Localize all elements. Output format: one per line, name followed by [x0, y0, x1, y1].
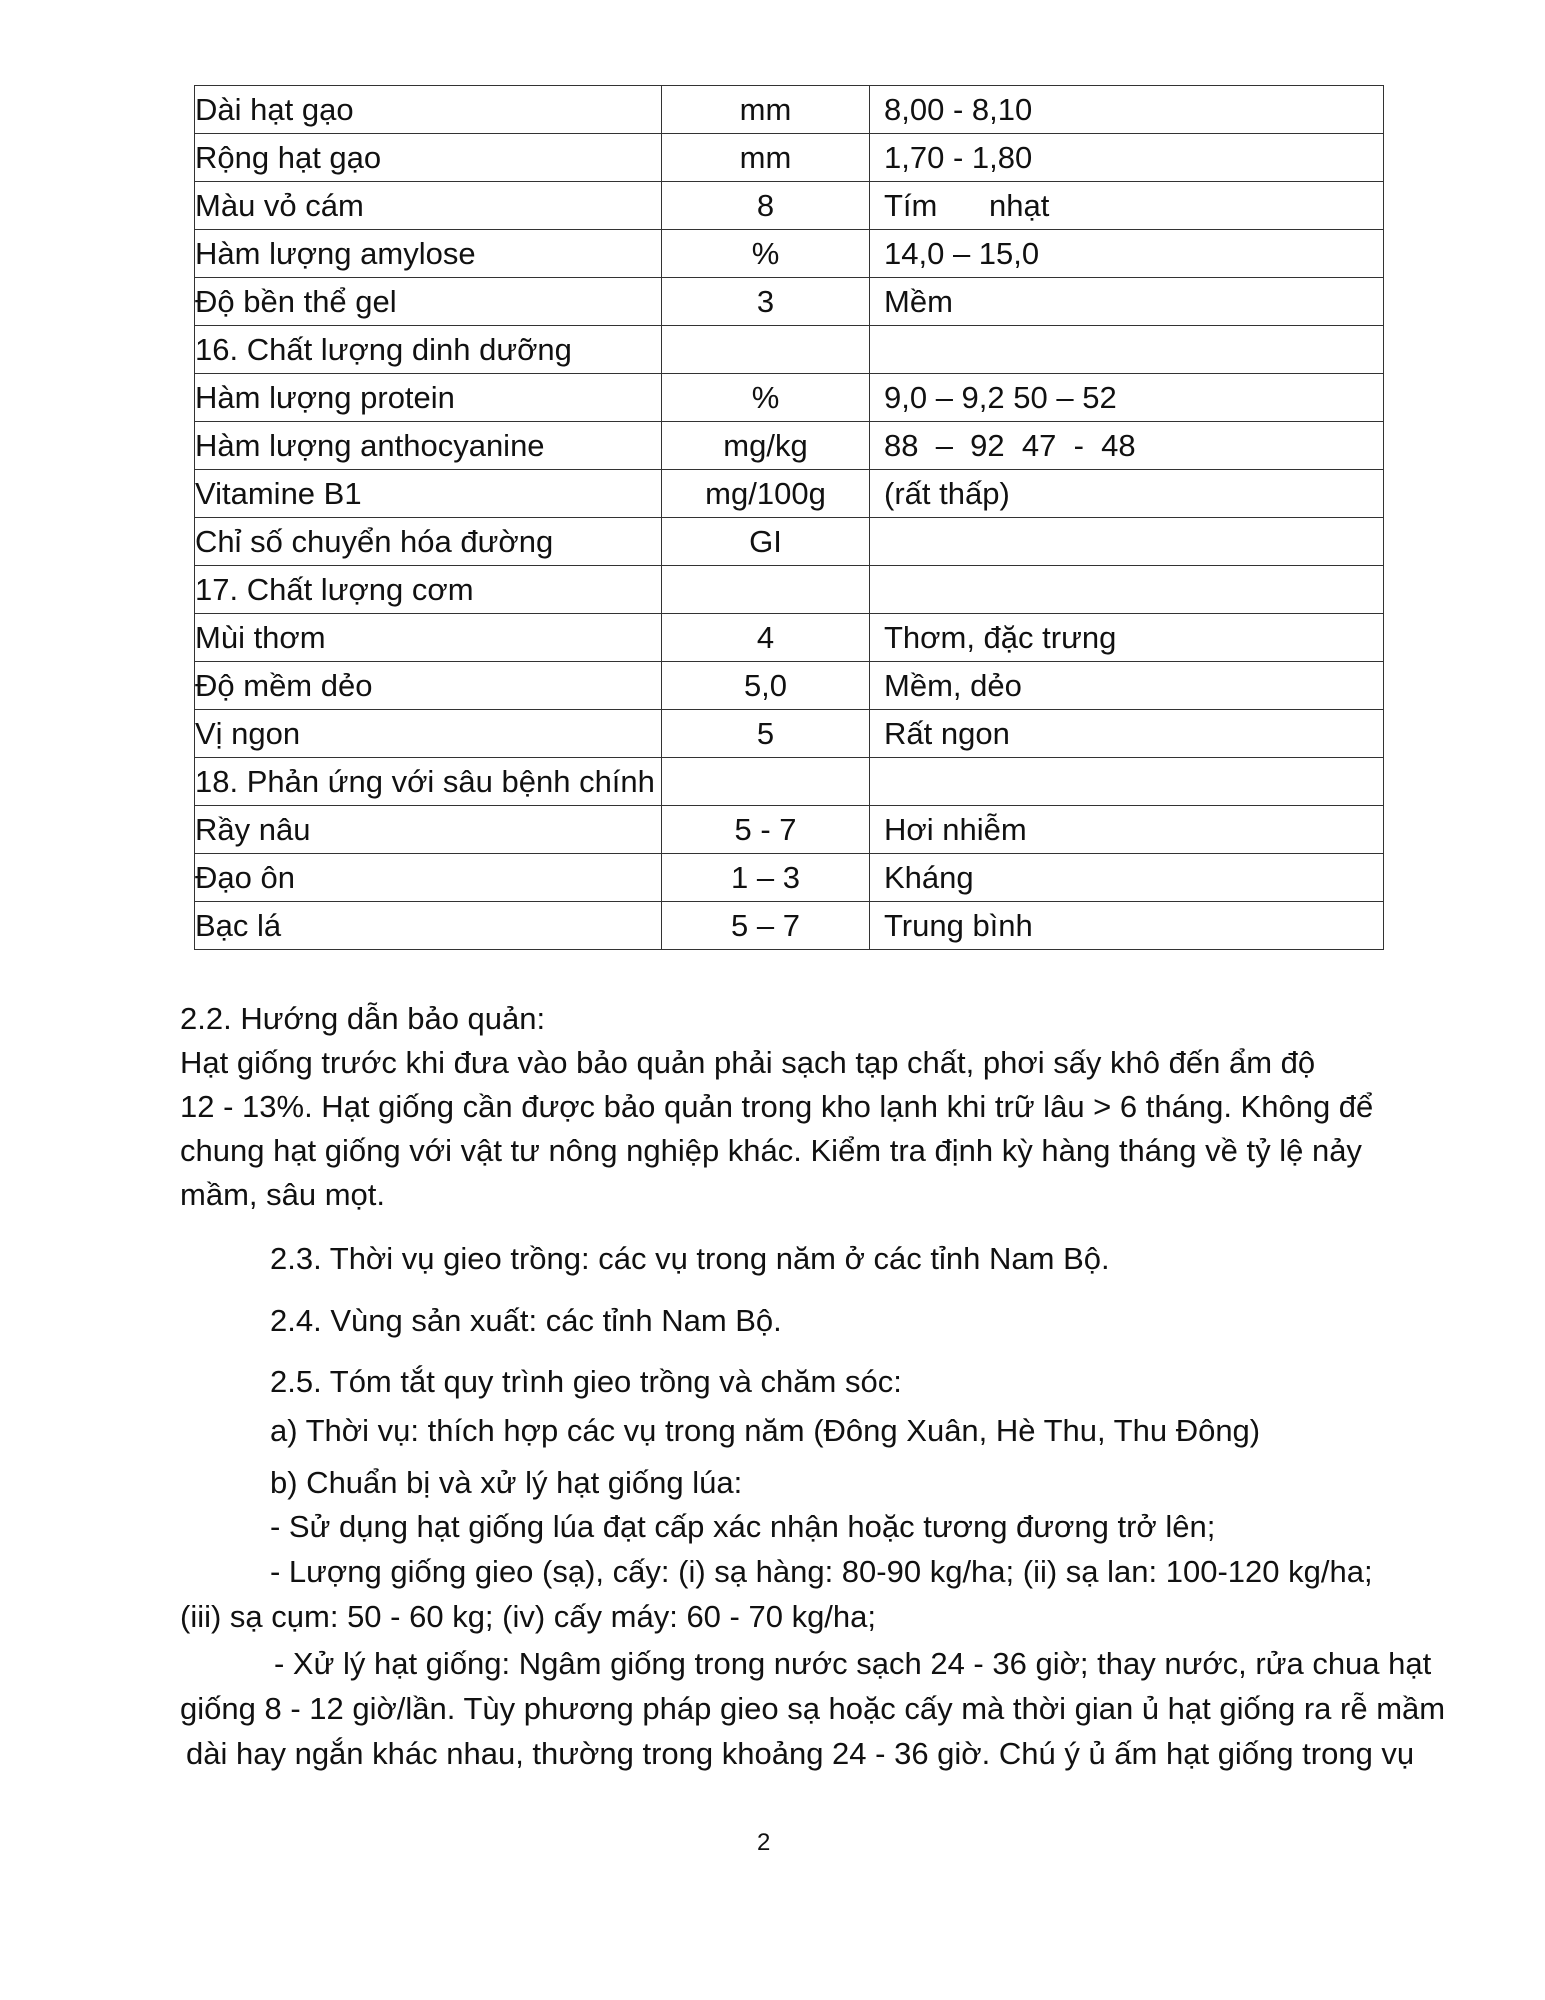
criterion-cell: Vị ngon: [195, 710, 662, 758]
spec-table-body: [195, 86, 1384, 950]
criterion-cell: Chỉ số chuyển hóa đường: [195, 518, 662, 566]
page-number: 2: [757, 1829, 771, 1856]
body-line: 2.5. Tóm tắt quy trình gieo trồng và chăm sóc:: [270, 1364, 902, 1399]
value-cell: Rất ngon: [870, 710, 1384, 758]
unit-cell: 5 – 7: [662, 902, 870, 950]
value-cell: [870, 566, 1384, 614]
table-row: [195, 86, 1384, 134]
value-cell: (rất thấp): [870, 470, 1384, 518]
body-line: dài hay ngắn khác nhau, thường trong khoảng 24 - 36 giờ. Chú ý ủ ấm hạt giống trong vụ: [186, 1736, 1415, 1771]
criterion-cell: Bạc lá: [195, 902, 662, 950]
value-cell: 9,0 – 9,2 50 – 52: [870, 374, 1384, 422]
body-line: giống 8 - 12 giờ/lần. Tùy phương pháp gieo sạ hoặc cấy mà thời gian ủ hạt giống ra rễ mầm: [180, 1691, 1446, 1726]
value-cell: Trung bình: [870, 902, 1384, 950]
unit-cell: [662, 758, 870, 806]
unit-cell: 3: [662, 278, 870, 326]
unit-cell: %: [662, 374, 870, 422]
criterion-cell: Dài hạt gạo: [195, 86, 662, 134]
body-line: a) Thời vụ: thích hợp các vụ trong năm (Đông Xuân, Hè Thu, Thu Đông): [270, 1413, 1261, 1448]
value-cell: 14,0 – 15,0: [870, 230, 1384, 278]
criterion-cell: Màu vỏ cám: [195, 182, 662, 230]
unit-cell: [662, 326, 870, 374]
unit-cell: mm: [662, 134, 870, 182]
unit-cell: mm: [662, 86, 870, 134]
criterion-cell: Vitamine B1: [195, 470, 662, 518]
body-line: 12 - 13%. Hạt giống cần được bảo quản trong kho lạnh khi trữ lâu > 6 tháng. Không để: [180, 1089, 1374, 1124]
criterion-cell: Mùi thơm: [195, 614, 662, 662]
unit-cell: 5 - 7: [662, 806, 870, 854]
unit-cell: [662, 566, 870, 614]
table-row: [195, 854, 1384, 902]
section-heading-cell: 18. Phản ứng với sâu bệnh chính: [195, 758, 662, 806]
table-row: [195, 806, 1384, 854]
table-row: [195, 230, 1384, 278]
table-row: [195, 422, 1384, 470]
body-line: 2.3. Thời vụ gieo trồng: các vụ trong năm ở các tỉnh Nam Bộ.: [270, 1241, 1110, 1276]
section-row: [195, 566, 1384, 614]
value-cell: 88 – 92 47 - 48: [870, 422, 1384, 470]
value-cell: Mềm: [870, 278, 1384, 326]
body-line: Hạt giống trước khi đưa vào bảo quản phải sạch tạp chất, phơi sấy khô đến ẩm độ: [180, 1045, 1316, 1080]
criterion-cell: Rộng hạt gạo: [195, 134, 662, 182]
body-line: chung hạt giống với vật tư nông nghiệp khác. Kiểm tra định kỳ hàng tháng về tỷ lệ nảy: [180, 1133, 1362, 1168]
body-line: - Sử dụng hạt giống lúa đạt cấp xác nhận hoặc tương đương trở lên;: [270, 1509, 1216, 1544]
unit-cell: %: [662, 230, 870, 278]
value-cell: 1,70 - 1,80: [870, 134, 1384, 182]
table-row: [195, 902, 1384, 950]
value-cell: [870, 326, 1384, 374]
criterion-cell: Hàm lượng anthocyanine: [195, 422, 662, 470]
criterion-cell: Hàm lượng protein: [195, 374, 662, 422]
value-cell: Tím nhạt: [870, 182, 1384, 230]
table-row: [195, 278, 1384, 326]
value-cell: Thơm, đặc trưng: [870, 614, 1384, 662]
body-line: 2.2. Hướng dẫn bảo quản:: [180, 1001, 546, 1036]
body-line: (iii) sạ cụm: 50 - 60 kg; (iv) cấy máy: 60 - 70 kg/ha;: [180, 1599, 877, 1634]
unit-cell: mg/kg: [662, 422, 870, 470]
section-row: [195, 326, 1384, 374]
section-row: [195, 758, 1384, 806]
value-cell: Hơi nhiễm: [870, 806, 1384, 854]
value-cell: 8,00 - 8,10: [870, 86, 1384, 134]
value-cell: [870, 758, 1384, 806]
body-line: - Lượng giống gieo (sạ), cấy: (i) sạ hàng: 80-90 kg/ha; (ii) sạ lan: 100-120 kg/ha;: [270, 1554, 1373, 1589]
section-heading-cell: 17. Chất lượng cơm: [195, 566, 662, 614]
table-row: [195, 374, 1384, 422]
criterion-cell: Độ mềm dẻo: [195, 662, 662, 710]
body-line: - Xử lý hạt giống: Ngâm giống trong nước sạch 24 - 36 giờ; thay nước, rửa chua hạt: [274, 1646, 1432, 1681]
table-row: [195, 518, 1384, 566]
unit-cell: 5: [662, 710, 870, 758]
criterion-cell: Hàm lượng amylose: [195, 230, 662, 278]
table-row: [195, 182, 1384, 230]
body-line: mầm, sâu mọt.: [180, 1177, 385, 1212]
table-row: [195, 710, 1384, 758]
section-heading-cell: 16. Chất lượng dinh dưỡng: [195, 326, 662, 374]
table-row: [195, 470, 1384, 518]
criterion-cell: Độ bền thể gel: [195, 278, 662, 326]
value-cell: Mềm, dẻo: [870, 662, 1384, 710]
unit-cell: mg/100g: [662, 470, 870, 518]
value-cell: [870, 518, 1384, 566]
table-row: [195, 134, 1384, 182]
body-line: 2.4. Vùng sản xuất: các tỉnh Nam Bộ.: [270, 1303, 782, 1338]
criterion-cell: Rầy nâu: [195, 806, 662, 854]
unit-cell: 5,0: [662, 662, 870, 710]
criterion-cell: Đạo ôn: [195, 854, 662, 902]
table-row: [195, 614, 1384, 662]
spec-table: [194, 85, 1384, 950]
unit-cell: 1 – 3: [662, 854, 870, 902]
value-cell: Kháng: [870, 854, 1384, 902]
table-row: [195, 662, 1384, 710]
unit-cell: 4: [662, 614, 870, 662]
unit-cell: GI: [662, 518, 870, 566]
body-line: b) Chuẩn bị và xử lý hạt giống lúa:: [270, 1465, 743, 1500]
unit-cell: 8: [662, 182, 870, 230]
